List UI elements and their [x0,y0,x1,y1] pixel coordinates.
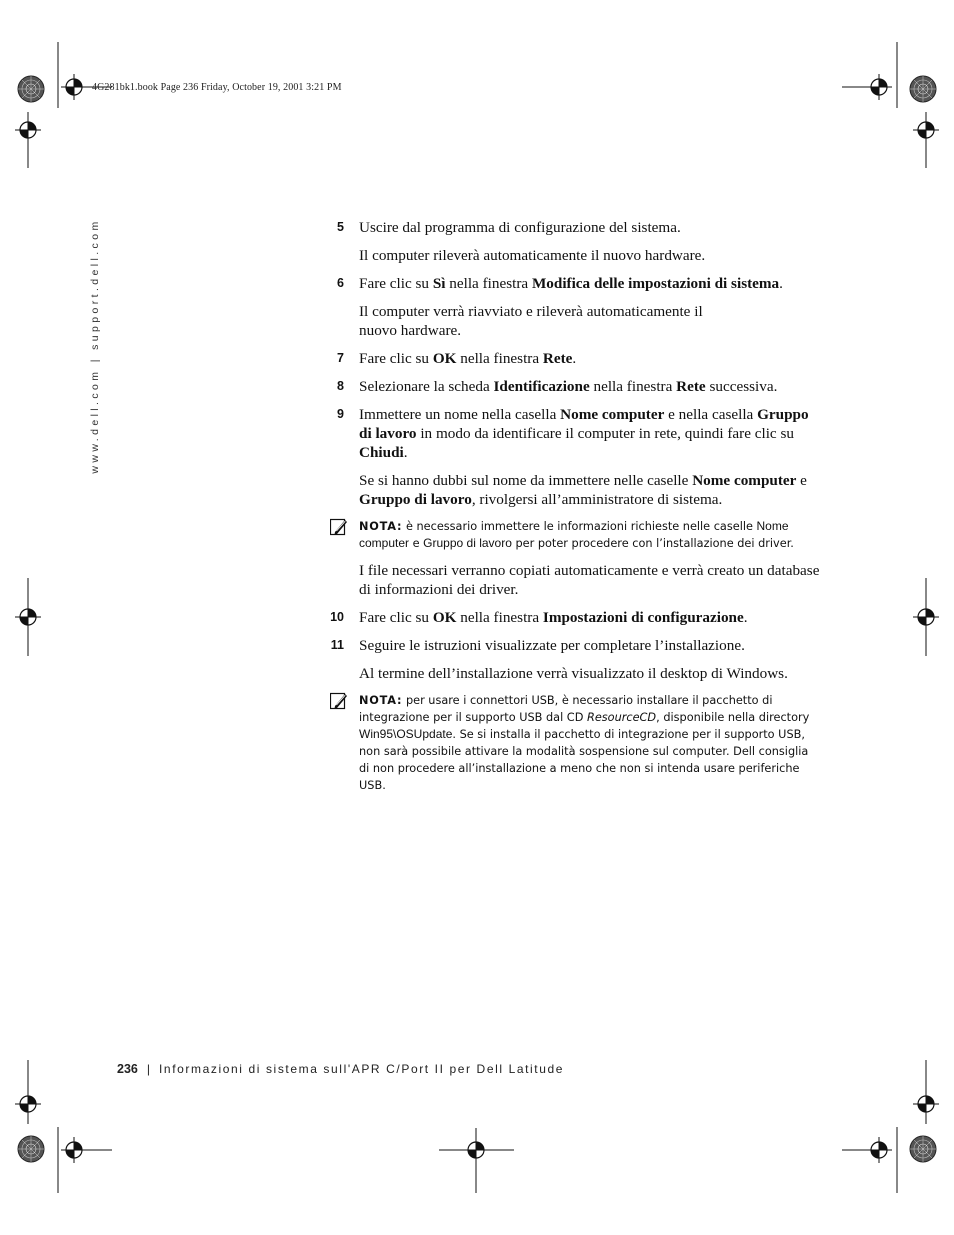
page-footer [117,1062,564,1076]
step-text: nella finestra [456,609,543,626]
note-text: , disponibile nella directory [656,711,810,724]
registration-mark [15,1091,41,1117]
step-6 [330,274,820,293]
step-number: 6 [337,276,344,290]
step-8 [330,377,820,396]
para-text: Se si hanno dubbi sul nome da immettere nelle caselle [359,472,693,489]
ui-term-field: Gruppo di lavoro [359,406,809,442]
step-number: 7 [337,351,344,365]
note-usb [330,692,820,794]
step-text: . [779,275,783,292]
ui-term-button: Chiudi [359,444,404,461]
ui-term-field: Gruppo di lavoro [359,491,472,508]
step-text: . [743,609,748,626]
step-text: Fare clic su [359,275,433,292]
step-text: . [572,350,577,367]
ui-term-ok: OK [432,609,457,626]
step-text: nella finestra [456,350,543,367]
note-label: NOTA: [359,694,403,707]
step-text: Uscire dal programma di configurazione del sistema. [359,219,681,236]
step-text: nella finestra [445,275,532,292]
step-text: Fare clic su [359,350,433,367]
step-number: 10 [330,610,344,624]
registration-mark [15,117,41,143]
registration-mark [61,1137,87,1163]
registration-mark [15,604,41,630]
step-9 [330,405,820,462]
ui-term-window: Modifica delle impostazioni di sistema [531,275,780,292]
footer-separator: | [146,1062,150,1076]
registration-mark [913,117,939,143]
note-text: e [409,537,424,550]
ui-term-window: Rete [676,378,706,395]
ui-term-field: Nome computer [359,519,789,550]
starburst-mark-bottom-left [18,1136,44,1162]
cd-name: ResourceCD [586,711,657,724]
step-9-result [330,471,820,509]
step-text: . [403,444,408,461]
step-number: 8 [337,379,344,393]
step-text: Immettere un nome nella casella [359,406,561,423]
note-text: per usare i connettori USB, è necessario installare il pacchetto di integrazione per il supporto USB dal CD [359,694,773,724]
registration-mark [913,1091,939,1117]
registration-mark [913,604,939,630]
note-drivers [330,518,820,552]
note-label: NOTA: [359,520,403,533]
print-header: 4G281bk1.book Page 236 Friday, October 19, 2001 3:21 PM [92,82,342,93]
step-11-result: Al termine dell’installazione verrà visualizzato il desktop di Windows. [359,665,788,682]
after-note-paragraph: I file necessari verranno copiati automaticamente e verrà creato un database di informazioni dei driver. [359,562,820,598]
note-text: . Se si installa il pacchetto di integrazione per il supporto USB, non sarà possibile attivare la modalità sospensione sul computer. Dell consiglia di non procedere all’installazione a meno che non si intenda usare periferiche USB. [359,728,809,792]
step-10 [330,608,820,627]
ui-term-window: Impostazioni di configurazione [542,609,744,626]
para-text: e [796,472,807,489]
step-number: 11 [330,638,344,652]
footer-title: Informazioni di sistema sull'APR C/Port II per Dell Latitude [158,1062,565,1076]
note-text: è necessario immettere le informazioni richieste nelle caselle [402,520,757,533]
step-number: 9 [337,407,344,421]
starburst-mark-top-left [18,76,44,102]
pencil-note-icon [330,692,348,710]
note-text: per poter procedere con l’installazione dei driver. [511,537,794,550]
registration-mark [866,1137,892,1163]
ui-term-si: Sì [432,275,446,292]
ui-term-tab: Identificazione [493,378,590,395]
para-text: , rivolgersi all’amministratore di sistema. [471,491,723,508]
registration-mark [61,74,87,100]
step-5-result: Il computer rileverà automaticamente il nuovo hardware. [359,247,706,264]
registration-mark [463,1137,489,1163]
step-6-result: Il computer verrà riavviato e rileverà automaticamente il nuovo hardware. [359,303,703,339]
step-text: nella finestra [589,378,677,395]
ui-term-field: Nome computer [560,406,665,423]
directory-path: Win95\OSUpdate [359,727,453,741]
step-text: in modo da identificare il computer in rete, quindi fare clic su [416,425,794,442]
step-7 [330,349,820,368]
step-text: successiva. [705,378,778,395]
starburst-mark-top-right [910,76,936,102]
step-text: Selezionare la scheda [359,378,494,395]
starburst-mark-bottom-right [910,1136,936,1162]
main-content [330,218,820,803]
page-number: 236 [117,1062,138,1076]
ui-term-ok: OK [432,350,457,367]
ui-term-field: Gruppo di lavoro [423,536,512,550]
step-5 [330,218,820,237]
step-text: Fare clic su [359,609,433,626]
pencil-note-icon [330,518,348,536]
registration-mark [866,74,892,100]
step-11 [330,636,820,655]
ui-term-field: Nome computer [692,472,797,489]
side-url-text: www.dell.com | support.dell.com [89,218,101,474]
step-number: 5 [337,220,344,234]
step-text: e nella casella [664,406,758,423]
step-text: Seguire le istruzioni visualizzate per completare l’installazione. [359,637,745,654]
ui-term-window: Rete [542,350,573,367]
